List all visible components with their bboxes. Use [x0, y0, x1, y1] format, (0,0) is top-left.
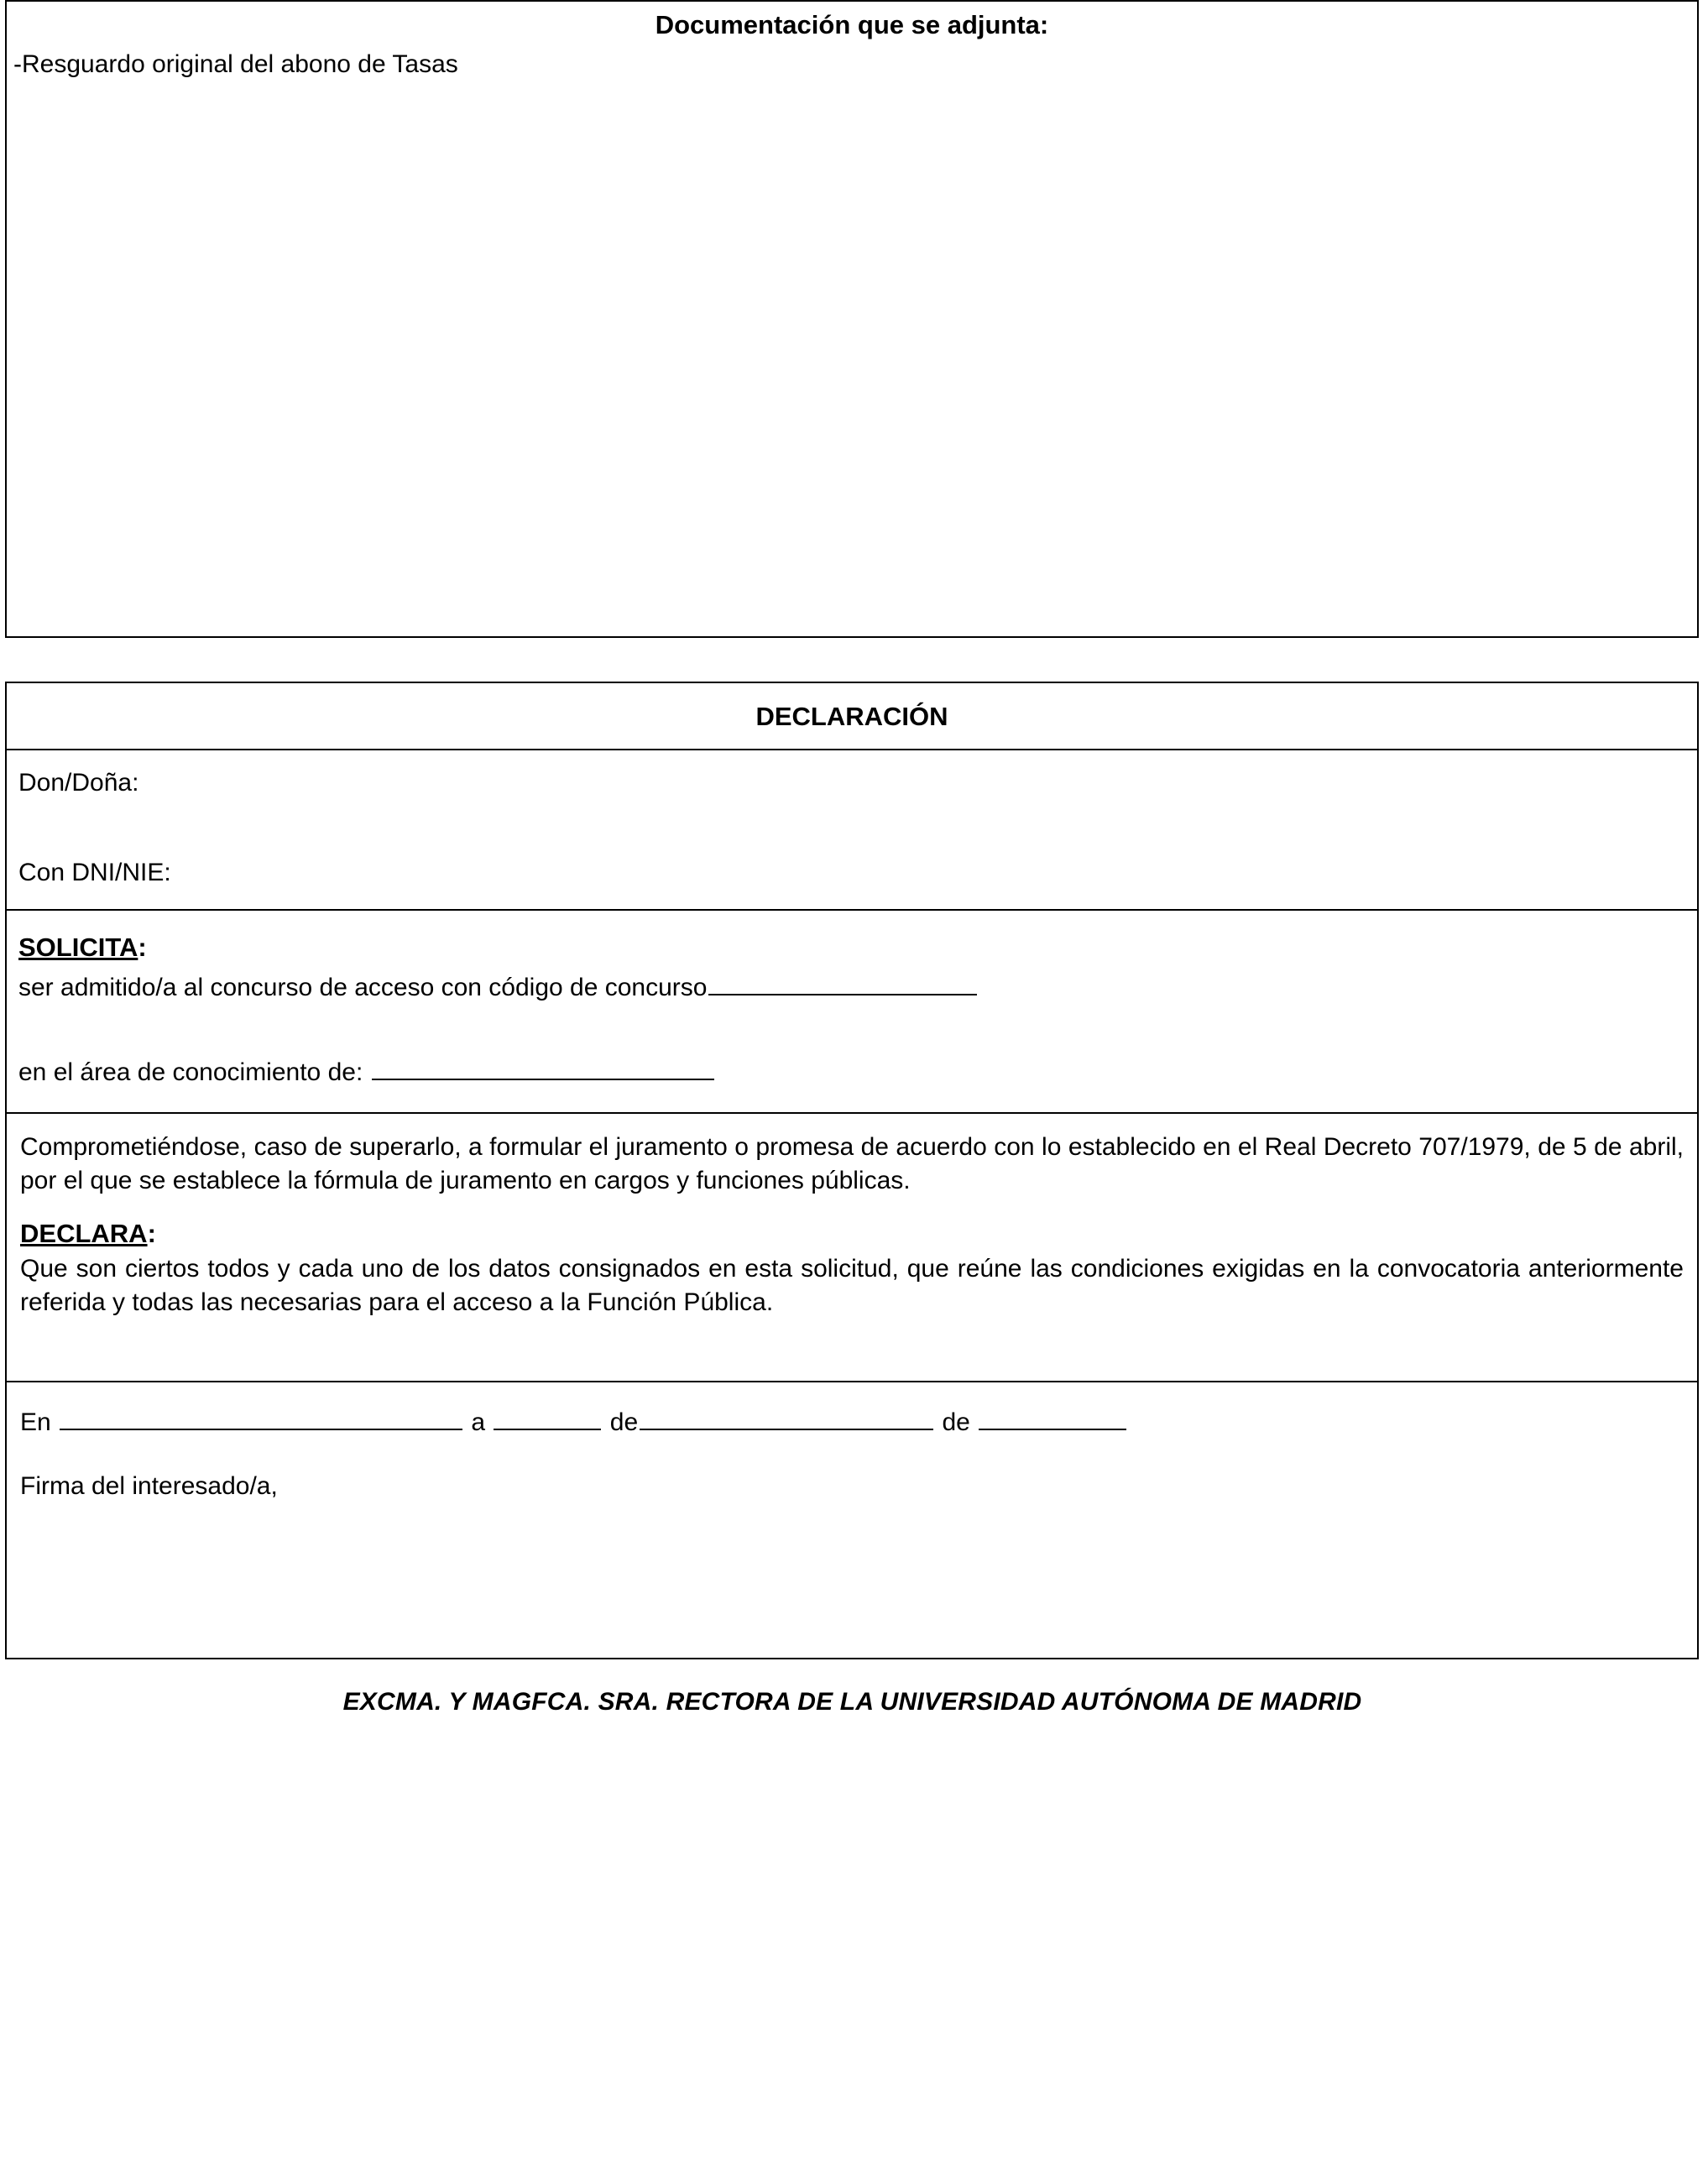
- lugar-fecha-line: [20, 1408, 1684, 1437]
- declara-text: Que son ciertos todos y cada uno de los datos consignados en esta solicitud, que reúne las condiciones exigidas en la convocatoria anteriormente referida y todas las necesarias para el acceso a la Función Pública.: [20, 1255, 1684, 1316]
- anio-field[interactable]: [979, 1408, 1126, 1430]
- compromiso-block: [7, 1112, 1697, 1381]
- identificacion-block: [7, 749, 1697, 909]
- declara-heading-text: DECLARA: [20, 1219, 148, 1249]
- destinatario-footer: EXCMA. Y MAGFCA. SRA. RECTORA DE LA UNIVERSIDAD AUTÓNOMA DE MADRID: [342, 1688, 1362, 1716]
- nombre-label: Don/Doña:: [18, 769, 139, 797]
- section-gap: [5, 638, 1700, 682]
- firma-block: [7, 1381, 1697, 1658]
- solicita-heading: [18, 933, 1685, 963]
- solicita-heading-colon: :: [138, 933, 147, 962]
- a-label: a: [471, 1408, 486, 1437]
- firma-signature-area[interactable]: [20, 1501, 1684, 1627]
- solicita-concurso-text: ser admitido/a al concurso de acceso con código de concurso: [18, 974, 708, 1001]
- mes-field[interactable]: [640, 1408, 933, 1430]
- dni-label: Con DNI/NIE:: [18, 858, 171, 886]
- documentacion-section: [5, 0, 1699, 638]
- solicita-area-line: [18, 1058, 1685, 1087]
- documentacion-title: Documentación que se adjunta:: [655, 10, 1049, 39]
- en-label: En: [20, 1408, 51, 1437]
- solicita-concurso-line: [18, 971, 1685, 1004]
- firma-interesado-label: Firma del interesado/a,: [20, 1472, 278, 1501]
- documentacion-item: -Resguardo original del abono de Tasas: [13, 50, 458, 78]
- compromiso-spacer: [20, 1319, 1684, 1362]
- declaracion-section: [5, 682, 1699, 1659]
- compromiso-text: Comprometiéndose, caso de superarlo, a formular el juramento o promesa de acuerdo con lo establecido en el Real Decreto 707/1979, de 5 de abril, por el que se establece la fórmula de juramento en cargos y funciones públicas.: [20, 1133, 1684, 1194]
- nombre-field-space[interactable]: [18, 798, 1685, 859]
- area-conocimiento-field[interactable]: [372, 1058, 714, 1080]
- declara-heading-colon: :: [147, 1219, 156, 1249]
- codigo-concurso-field[interactable]: [708, 973, 977, 995]
- de-label-1: de: [609, 1408, 639, 1437]
- de-label-2: de: [942, 1408, 970, 1437]
- solicita-heading-text: SOLICITA: [18, 933, 138, 962]
- lugar-field[interactable]: [60, 1408, 462, 1430]
- solicita-block: [7, 909, 1697, 1112]
- dia-field[interactable]: [494, 1408, 601, 1430]
- solicita-area-text: en el área de conocimiento de:: [18, 1058, 363, 1086]
- declara-heading: [20, 1219, 1684, 1249]
- declaracion-title: DECLARACIÓN: [755, 702, 948, 731]
